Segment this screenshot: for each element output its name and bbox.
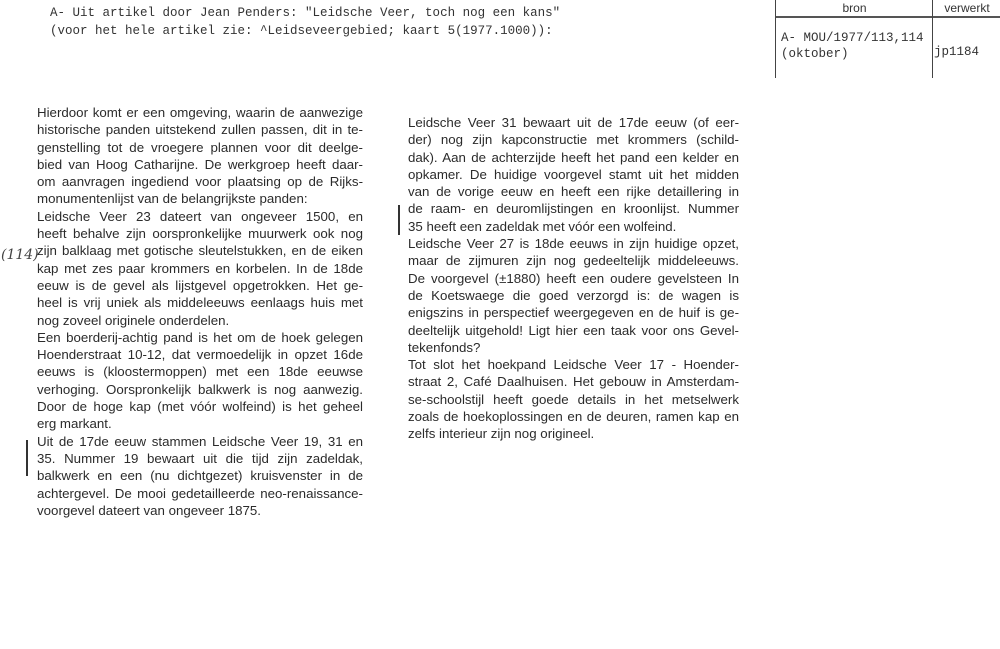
- text-line: zelfs interieur zijn nog origineel.: [408, 426, 595, 442]
- text-line: enigszins in perspectief weergegeven en de huif is ge-: [408, 305, 739, 321]
- text-line: der) nog zijn kapconstructie met krommers (schild-: [408, 132, 739, 148]
- text-line: Uit de 17de eeuw stammen Leidsche Veer 19, 31 en: [37, 433, 363, 449]
- text-line: tekenfonds?: [408, 339, 481, 355]
- document-header: [50, 4, 560, 40]
- verwerkt-header: verwerkt: [944, 1, 990, 15]
- left-column: [37, 104, 363, 519]
- text-line: van de vorige eeuw en heeft een rijke detaillering in: [408, 184, 739, 200]
- bron-line: A- MOU/1977/113,114: [781, 31, 924, 45]
- text-line: deeltelijk uitgehold! Ligt hier een taak voor ons Gevel-: [408, 322, 739, 338]
- text-line: heel is vrij uniek als middeleeuws eenlaags huis met: [37, 295, 363, 311]
- source-table: [775, 0, 1000, 78]
- right-column: [408, 114, 739, 443]
- text-line: Tot slot het hoekpand Leidsche Veer 17 - Hoender-: [408, 357, 739, 373]
- text-line: 35. Nummer 19 bewaart uit die tijd zijn zadeldak,: [37, 450, 363, 466]
- text-line: de Koetswaege die goed verzorgd is: de wagen is: [408, 287, 739, 303]
- text-line: Door de hoge kap (met vóór wolfeind) is het geheel: [37, 399, 363, 415]
- text-line: zijn balklaag met gotische sleutelstukken, en de eiken: [37, 243, 363, 259]
- text-line: Leidsche Veer 27 is 18de eeuws in zijn huidige opzet,: [408, 236, 739, 252]
- margin-bar: [398, 205, 400, 235]
- text-line: heeft behalve zijn oorspronkelijke muurwerk ook nog: [37, 226, 363, 242]
- verwerkt-value: jp1184: [934, 45, 980, 59]
- text-line: Hierdoor komt er een omgeving, waarin de aanwezige: [37, 105, 363, 120]
- text-line: Hoenderstraat 10-12, dat vermoedelijk in opzet 16de: [37, 347, 363, 363]
- text-line: eeuw is de gevel als lijstgevel opgetrokken. Het ge-: [37, 277, 363, 293]
- text-line: achtergevel. De mooi gedetailleerde neo-renaissance-: [37, 485, 363, 501]
- bron-header: bron: [842, 1, 867, 15]
- text-line: om aanvragen ingediend voor plaatsing op de Rijks-: [37, 174, 363, 190]
- text-line: historische panden uitstekend zullen passen, dit in te-: [37, 122, 363, 138]
- text-line: kap met zes paar krommers en korbelen. In de 18de: [37, 260, 363, 276]
- text-line: se-schoolstijl heeft goede details in het metselwerk: [408, 391, 739, 407]
- text-line: nog zoveel originele onderdelen.: [37, 312, 230, 328]
- source-table-header: [776, 0, 1000, 18]
- text-line: erg markant.: [37, 416, 112, 432]
- bron-line: (oktober): [781, 47, 849, 61]
- text-line: Leidsche Veer 31 bewaart uit de 17de eeuw (of eer-: [408, 115, 739, 130]
- text-line: dak). Aan de achterzijde heeft het pand een kelder en: [408, 149, 739, 165]
- text-line: zoals de hoekoplossingen en de deuren, ramen kap en: [408, 409, 739, 425]
- bron-value: [781, 30, 924, 62]
- text-line: verhoging. Oorspronkelijk balkwerk is nog aanwezig.: [37, 381, 363, 397]
- text-line: 35 heeft een zadeldak met vóór een wolfeind.: [408, 218, 677, 234]
- text-line: maar de zijmuren zijn nog gedeeltelijk middeleeuws.: [408, 253, 739, 269]
- text-line: genstelling tot de vroegere plannen voor dit deelge-: [37, 139, 363, 155]
- margin-note: (114): [1, 247, 39, 263]
- text-line: de raam- en deuromlijstingen en kroonlijst. Nummer: [408, 201, 739, 217]
- text-line: De voorgevel (±1880) heeft een oudere gevelsteen In: [408, 270, 739, 286]
- text-line: opkamer. De huidige voorgevel stamt uit het midden: [408, 166, 739, 182]
- text-line: eeuws is (kloostermoppen) met een 18de eeuwse: [37, 364, 363, 380]
- header-line-1: A- Uit artikel door Jean Penders: "Leidsche Veer, toch nog een kans": [50, 6, 561, 20]
- text-line: monumentenlijst van de belangrijkste panden:: [37, 191, 308, 207]
- text-line: Een boerderij-achtig pand is het om de hoek gelegen: [37, 329, 363, 345]
- text-line: bied van Hoog Catharijne. De werkgroep heeft daar-: [37, 156, 363, 172]
- text-line: balkwerk en een (nu dichtgezet) kruisvenster in de: [37, 468, 363, 484]
- margin-bar: [26, 440, 28, 476]
- header-line-2: (voor het hele artikel zie: ^Leidseveergebied; kaart 5(1977.1000)):: [50, 24, 553, 38]
- text-line: voorgevel dateert van ongeveer 1875.: [37, 502, 261, 518]
- text-line: Leidsche Veer 23 dateert van ongeveer 1500, en: [37, 208, 363, 224]
- table-divider: [932, 0, 933, 78]
- text-line: straat 2, Café Daalhuisen. Het gebouw in Amsterdam-: [408, 374, 739, 390]
